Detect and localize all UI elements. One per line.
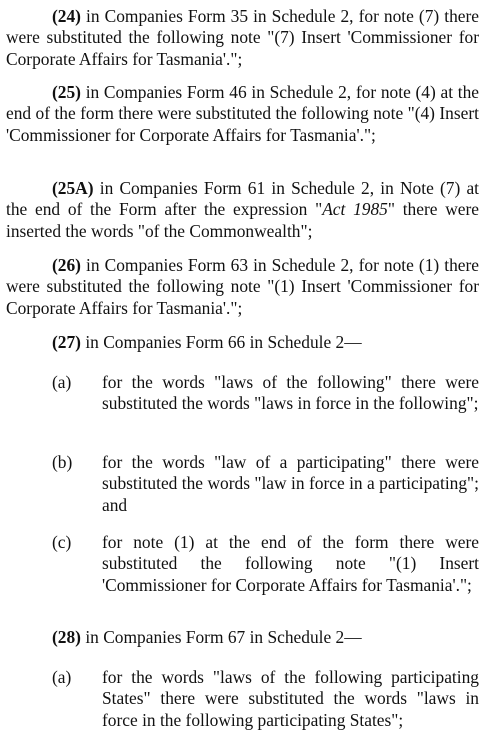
subitem-label: (a) (52, 667, 72, 687)
item-text: " there were inserted the words "of the Commonwealth"; (6, 199, 479, 241)
item-number: (26) (52, 255, 81, 275)
subparagraph-27-a (6, 372, 479, 415)
item-text: in Companies Form 67 in Schedule 2— (80, 627, 362, 647)
item-number: (25) (52, 82, 81, 102)
item-number: (28) (52, 627, 81, 647)
subitem-label: (b) (52, 452, 73, 472)
subitem-text: for the words "law of a participating" there were substituted the words "law in force in a participating"; and (102, 452, 479, 515)
item-text-italic: Act 1985 (322, 199, 388, 220)
item-text: in Companies Form 46 in Schedule 2, for note (4) at the end of the form there were substituted the following note "(4) Insert 'Commissioner for Corporate Affairs for Tasmania'."; (6, 82, 479, 145)
subitem-text: for note (1) at the end of the form there were substituted the following note "(1) Insert 'Commissioner for Corporate Affairs for Tasmania'."; (102, 532, 479, 595)
subparagraph-27-c (6, 532, 479, 596)
paragraph-27 (6, 332, 479, 353)
paragraph-28 (6, 627, 479, 648)
item-number: (25A) (52, 178, 94, 198)
item-text: in Companies Form 61 in Schedule 2, in Note (7) at the end of the Form after the expression " (6, 178, 479, 220)
item-text: in Companies Form 35 in Schedule 2, for note (7) there were substituted the following note "(7) Insert 'Commissioner for Corporate Affairs for Tasmania'."; (6, 6, 479, 69)
paragraph-26 (6, 255, 479, 319)
subitem-text: for the words "laws of the following participating States" there were substituted the words "laws in force in the following participating States"; (102, 667, 479, 730)
paragraph-24 (6, 6, 479, 70)
subitem-text: for the words "laws of the following" there were substituted the words "laws in force in the following"; (102, 372, 479, 414)
subparagraph-27-b (6, 452, 479, 516)
item-number: (24) (52, 6, 81, 26)
subitem-label: (a) (52, 372, 72, 392)
item-number: (27) (52, 332, 81, 352)
subitem-label: (c) (52, 532, 72, 552)
item-text: in Companies Form 66 in Schedule 2— (80, 332, 362, 352)
paragraph-25 (6, 82, 479, 146)
item-text: in Companies Form 63 in Schedule 2, for note (1) there were substituted the following note "(1) Insert 'Commissioner for Corporate Affairs for Tasmania'."; (6, 255, 479, 318)
paragraph-25a (6, 178, 479, 242)
subparagraph-28-a (6, 667, 479, 731)
